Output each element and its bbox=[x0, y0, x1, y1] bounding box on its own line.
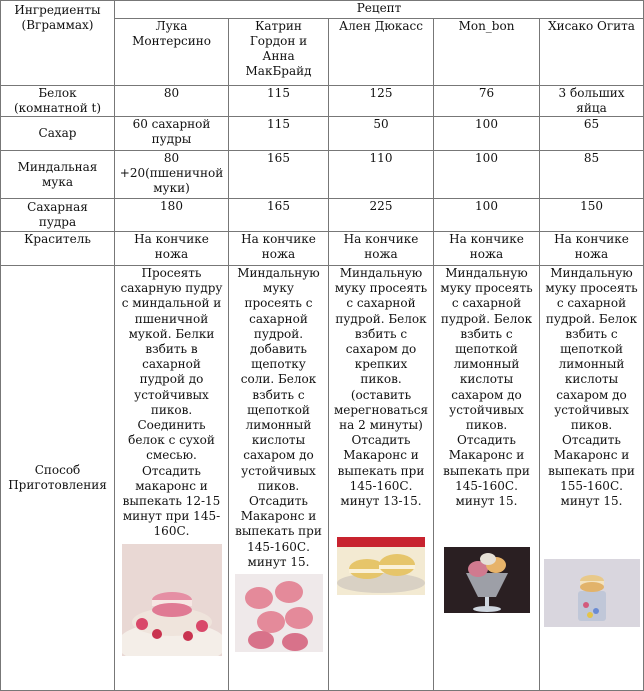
author-header: Хисако Огита bbox=[540, 19, 644, 86]
table-row bbox=[1, 117, 644, 151]
table-cell: 165 bbox=[229, 199, 329, 232]
author-header: Лука Монтерсино bbox=[115, 19, 229, 86]
author-header: Mon_bon bbox=[434, 19, 540, 86]
table-cell: 60 сахарной пудры bbox=[115, 117, 229, 151]
method-cell: Миндальную муку просеять с сахарной пудрой. добавить щепотку соли. Белок взбить с щепоткой лимонный кислоты сахаром до устойчивых пиков. Отсадить Макаронс и выпекать при 145-160С. минут 15. bbox=[229, 266, 329, 691]
table-cell: 180 bbox=[115, 199, 229, 232]
table-cell: 3 больших яйца bbox=[540, 86, 644, 117]
recipe-header: Рецепт bbox=[115, 1, 644, 19]
macaron-jar-photo bbox=[544, 559, 640, 627]
row-label: Миндальная мука bbox=[1, 151, 115, 199]
method-row bbox=[1, 266, 644, 691]
table-cell: 100 bbox=[434, 199, 540, 232]
table-cell: 76 bbox=[434, 86, 540, 117]
row-label: Сахар bbox=[1, 117, 115, 151]
table-cell: На кончике ножа bbox=[540, 232, 644, 266]
row-label: Белок (комнатной t) bbox=[1, 86, 115, 117]
table-row bbox=[1, 151, 644, 199]
table-cell: 125 bbox=[329, 86, 434, 117]
table-cell: 100 bbox=[434, 117, 540, 151]
table-cell: 150 bbox=[540, 199, 644, 232]
table-cell: 165 bbox=[229, 151, 329, 199]
row-label: Сахарная пудра bbox=[1, 199, 115, 232]
method-cell: Миндальную муку просеять с сахарной пудрой. Белок взбить с щепоткой лимонный кислоты сахаром до устойчивых пиков. Отсадить Макаронс и выпекать при 145-160С. минут 15. bbox=[434, 266, 540, 691]
ingredients-header: Ингредиенты (Вграммах) bbox=[1, 1, 115, 86]
table-cell: 80 bbox=[115, 86, 229, 117]
table-cell: 65 bbox=[540, 117, 644, 151]
table-cell: 225 bbox=[329, 199, 434, 232]
table-cell: На кончике ножа bbox=[115, 232, 229, 266]
row-label: Краситель bbox=[1, 232, 115, 266]
macaron-cake-photo bbox=[122, 544, 222, 656]
macaron-glass-photo bbox=[444, 547, 530, 613]
table-cell: На кончике ножа bbox=[434, 232, 540, 266]
author-header: Ален Дюкасс bbox=[329, 19, 434, 86]
pink-macarons-photo bbox=[235, 574, 323, 652]
table-row bbox=[1, 199, 644, 232]
table-cell: На кончике ножа bbox=[329, 232, 434, 266]
method-cell: Миндальную муку просеять с сахарной пудрой. Белок взбить с сахаром до крепких пиков. (оставить мерегноваться на 2 минуты) Отсадить Макаронс и выпекать при 145-160С. минут 13-15. bbox=[329, 266, 434, 691]
method-label: Способ Приготовления bbox=[1, 266, 115, 691]
method-cell: Просеять сахарную пудру с миндальной и пшеничной мукой. Белки взбить в сахарной пудрой до устойчивых пиков. Соединить белок с сухой смесью. Отсадить макаронс и выпекать 12-15 минут при 145- 160С. bbox=[115, 266, 229, 691]
table-cell: 85 bbox=[540, 151, 644, 199]
method-cell: Миндальную муку просеять с сахарной пудрой. Белок взбить с щепоткой лимонный кислоты сахаром до устойчивых пиков. Отсадить Макаронс и выпекать при 155-160С. минут 15. bbox=[540, 266, 644, 691]
table-row bbox=[1, 232, 644, 266]
table-cell: 100 bbox=[434, 151, 540, 199]
table-cell: 80 +20(пшеничной муки) bbox=[115, 151, 229, 199]
table-row bbox=[1, 86, 644, 117]
table-cell: На кончике ножа bbox=[229, 232, 329, 266]
table-cell: 115 bbox=[229, 117, 329, 151]
table-cell: 50 bbox=[329, 117, 434, 151]
table-cell: 115 bbox=[229, 86, 329, 117]
yellow-macarons-photo bbox=[337, 537, 425, 595]
author-header: Катрин Гордон и Анна МакБрайд bbox=[229, 19, 329, 86]
table-cell: 110 bbox=[329, 151, 434, 199]
